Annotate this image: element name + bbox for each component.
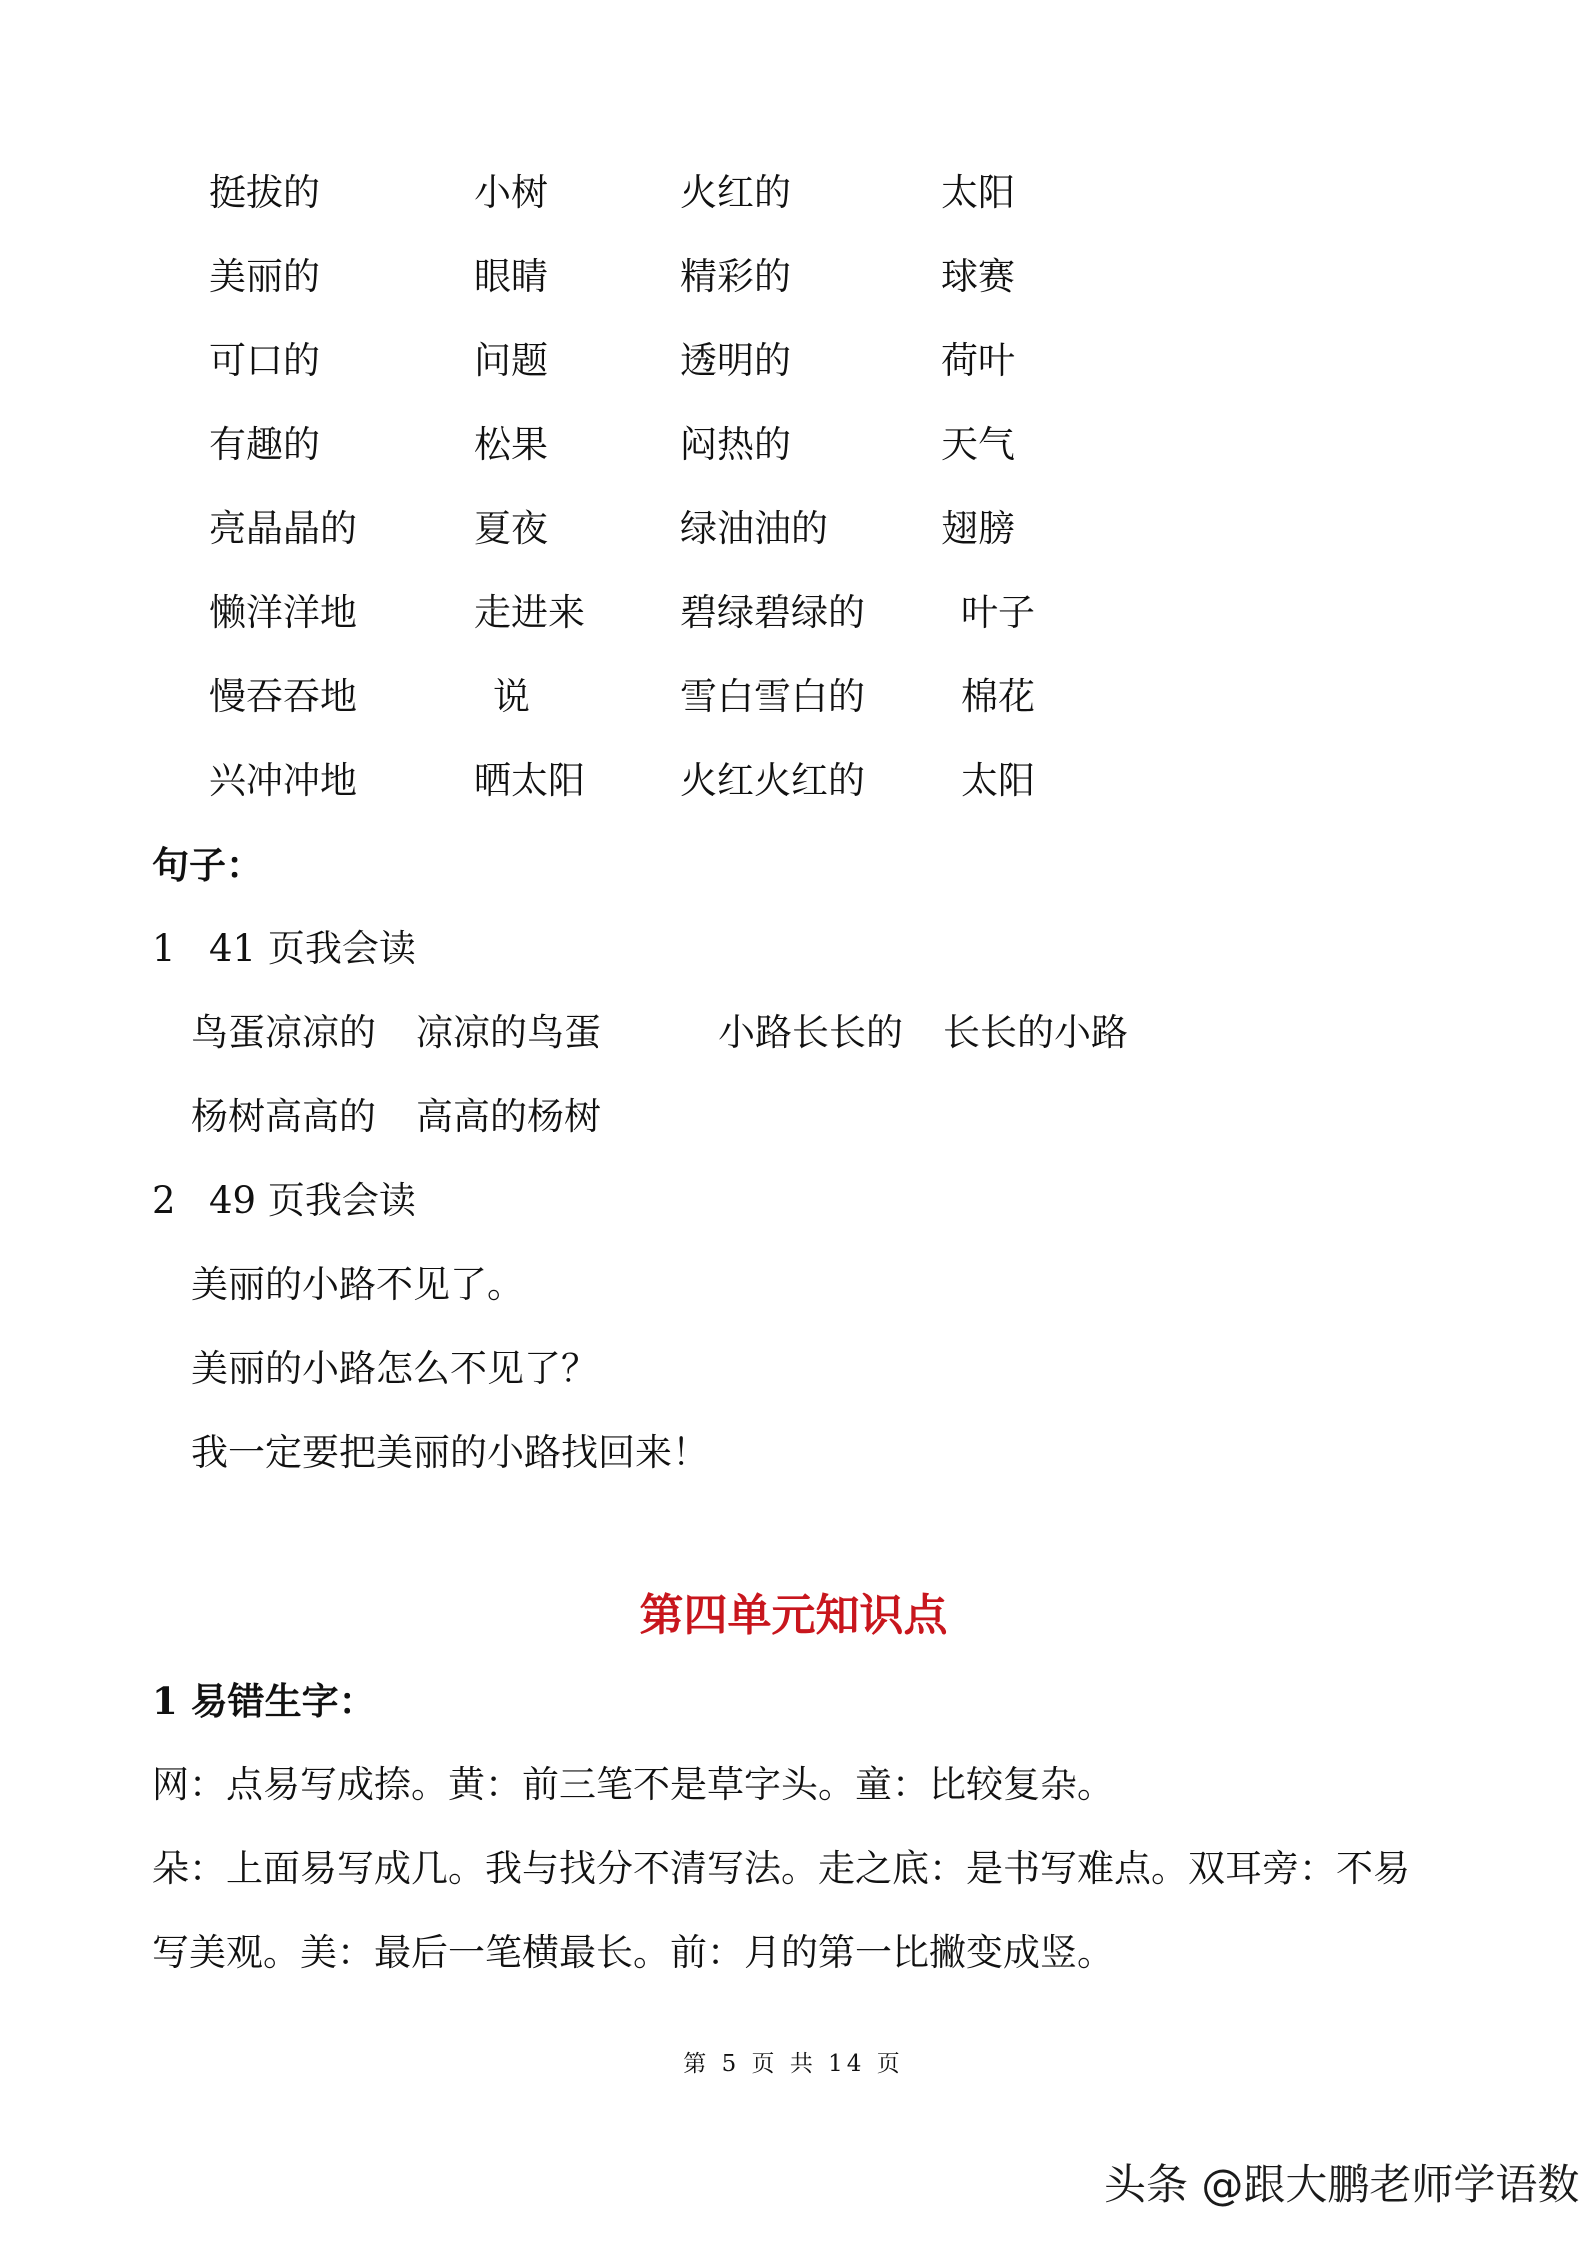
word-noun: 问题: [474, 339, 548, 382]
section-title: 1 易错生字：: [152, 1679, 376, 1723]
word-adverb: 慢吞吞地: [209, 675, 357, 718]
reading-sentence: 美丽的小路怎么不见了？: [191, 1347, 598, 1390]
reading-sentence: 我一定要把美丽的小路找回来！: [191, 1431, 709, 1474]
word-noun: 棉花: [961, 675, 1035, 718]
word-adjective: 绿油油的: [680, 507, 828, 550]
section-title: 41 页我会读: [209, 927, 416, 970]
word-adjective: 挺拔的: [209, 171, 320, 214]
reading-phrase: 杨树高高的: [191, 1095, 376, 1138]
section-number: 1: [152, 927, 176, 970]
word-adjective: 透明的: [680, 339, 791, 382]
word-adjective: 雪白雪白的: [680, 675, 865, 718]
unit-heading: 第四单元知识点: [639, 1590, 948, 1641]
reading-phrase: 鸟蛋凉凉的: [191, 1011, 376, 1054]
word-adjective: 火红的: [680, 171, 791, 214]
word-adjective: 火红火红的: [680, 759, 865, 802]
word-noun: 叶子: [961, 591, 1035, 634]
word-adverb: 懒洋洋地: [209, 591, 357, 634]
reading-phrase: 凉凉的鸟蛋: [416, 1011, 601, 1054]
word-adjective: 闷热的: [680, 423, 791, 466]
word-noun: 荷叶: [941, 339, 1015, 382]
word-verb: 说: [493, 675, 530, 718]
word-noun: 太阳: [941, 171, 1015, 214]
word-noun: 夏夜: [474, 507, 548, 550]
word-adjective: 精彩的: [680, 255, 791, 298]
word-noun: 小树: [474, 171, 548, 214]
note-line: 朵：上面易写成几。我与找分不清写法。走之底：是书写难点。双耳旁：不易: [152, 1847, 1410, 1890]
reading-phrase: 高高的杨树: [416, 1095, 601, 1138]
word-verb: 晒太阳: [474, 759, 585, 802]
section-title: 49 页我会读: [209, 1179, 416, 1222]
reading-sentence: 美丽的小路不见了。: [191, 1263, 524, 1306]
word-noun: 太阳: [961, 759, 1035, 802]
word-adjective: 美丽的: [209, 255, 320, 298]
word-noun: 球赛: [941, 255, 1015, 298]
word-adjective: 亮晶晶的: [209, 507, 357, 550]
section-number: 2: [152, 1179, 176, 1222]
note-line: 写美观。美：最后一笔横最长。前：月的第一比撇变成竖。: [152, 1931, 1114, 1974]
watermark-text: 头条 @跟大鹏老师学语数: [1104, 2160, 1580, 2209]
word-verb: 走进来: [474, 591, 585, 634]
note-line: 网：点易写成捺。黄：前三笔不是草字头。童：比较复杂。: [152, 1763, 1114, 1806]
word-noun: 眼睛: [474, 255, 548, 298]
reading-phrase: 长长的小路: [943, 1011, 1128, 1054]
word-adjective: 有趣的: [209, 423, 320, 466]
word-noun: 翅膀: [941, 507, 1015, 550]
word-noun: 天气: [941, 423, 1015, 466]
page-footer: 第 5 页 共 14 页: [683, 2051, 904, 2077]
word-adjective: 可口的: [209, 339, 320, 382]
word-noun: 松果: [474, 423, 548, 466]
word-adverb: 兴冲冲地: [209, 759, 357, 802]
reading-phrase: 小路长长的: [718, 1011, 903, 1054]
sentences-label: 句子：: [152, 843, 263, 887]
word-adjective: 碧绿碧绿的: [680, 591, 865, 634]
